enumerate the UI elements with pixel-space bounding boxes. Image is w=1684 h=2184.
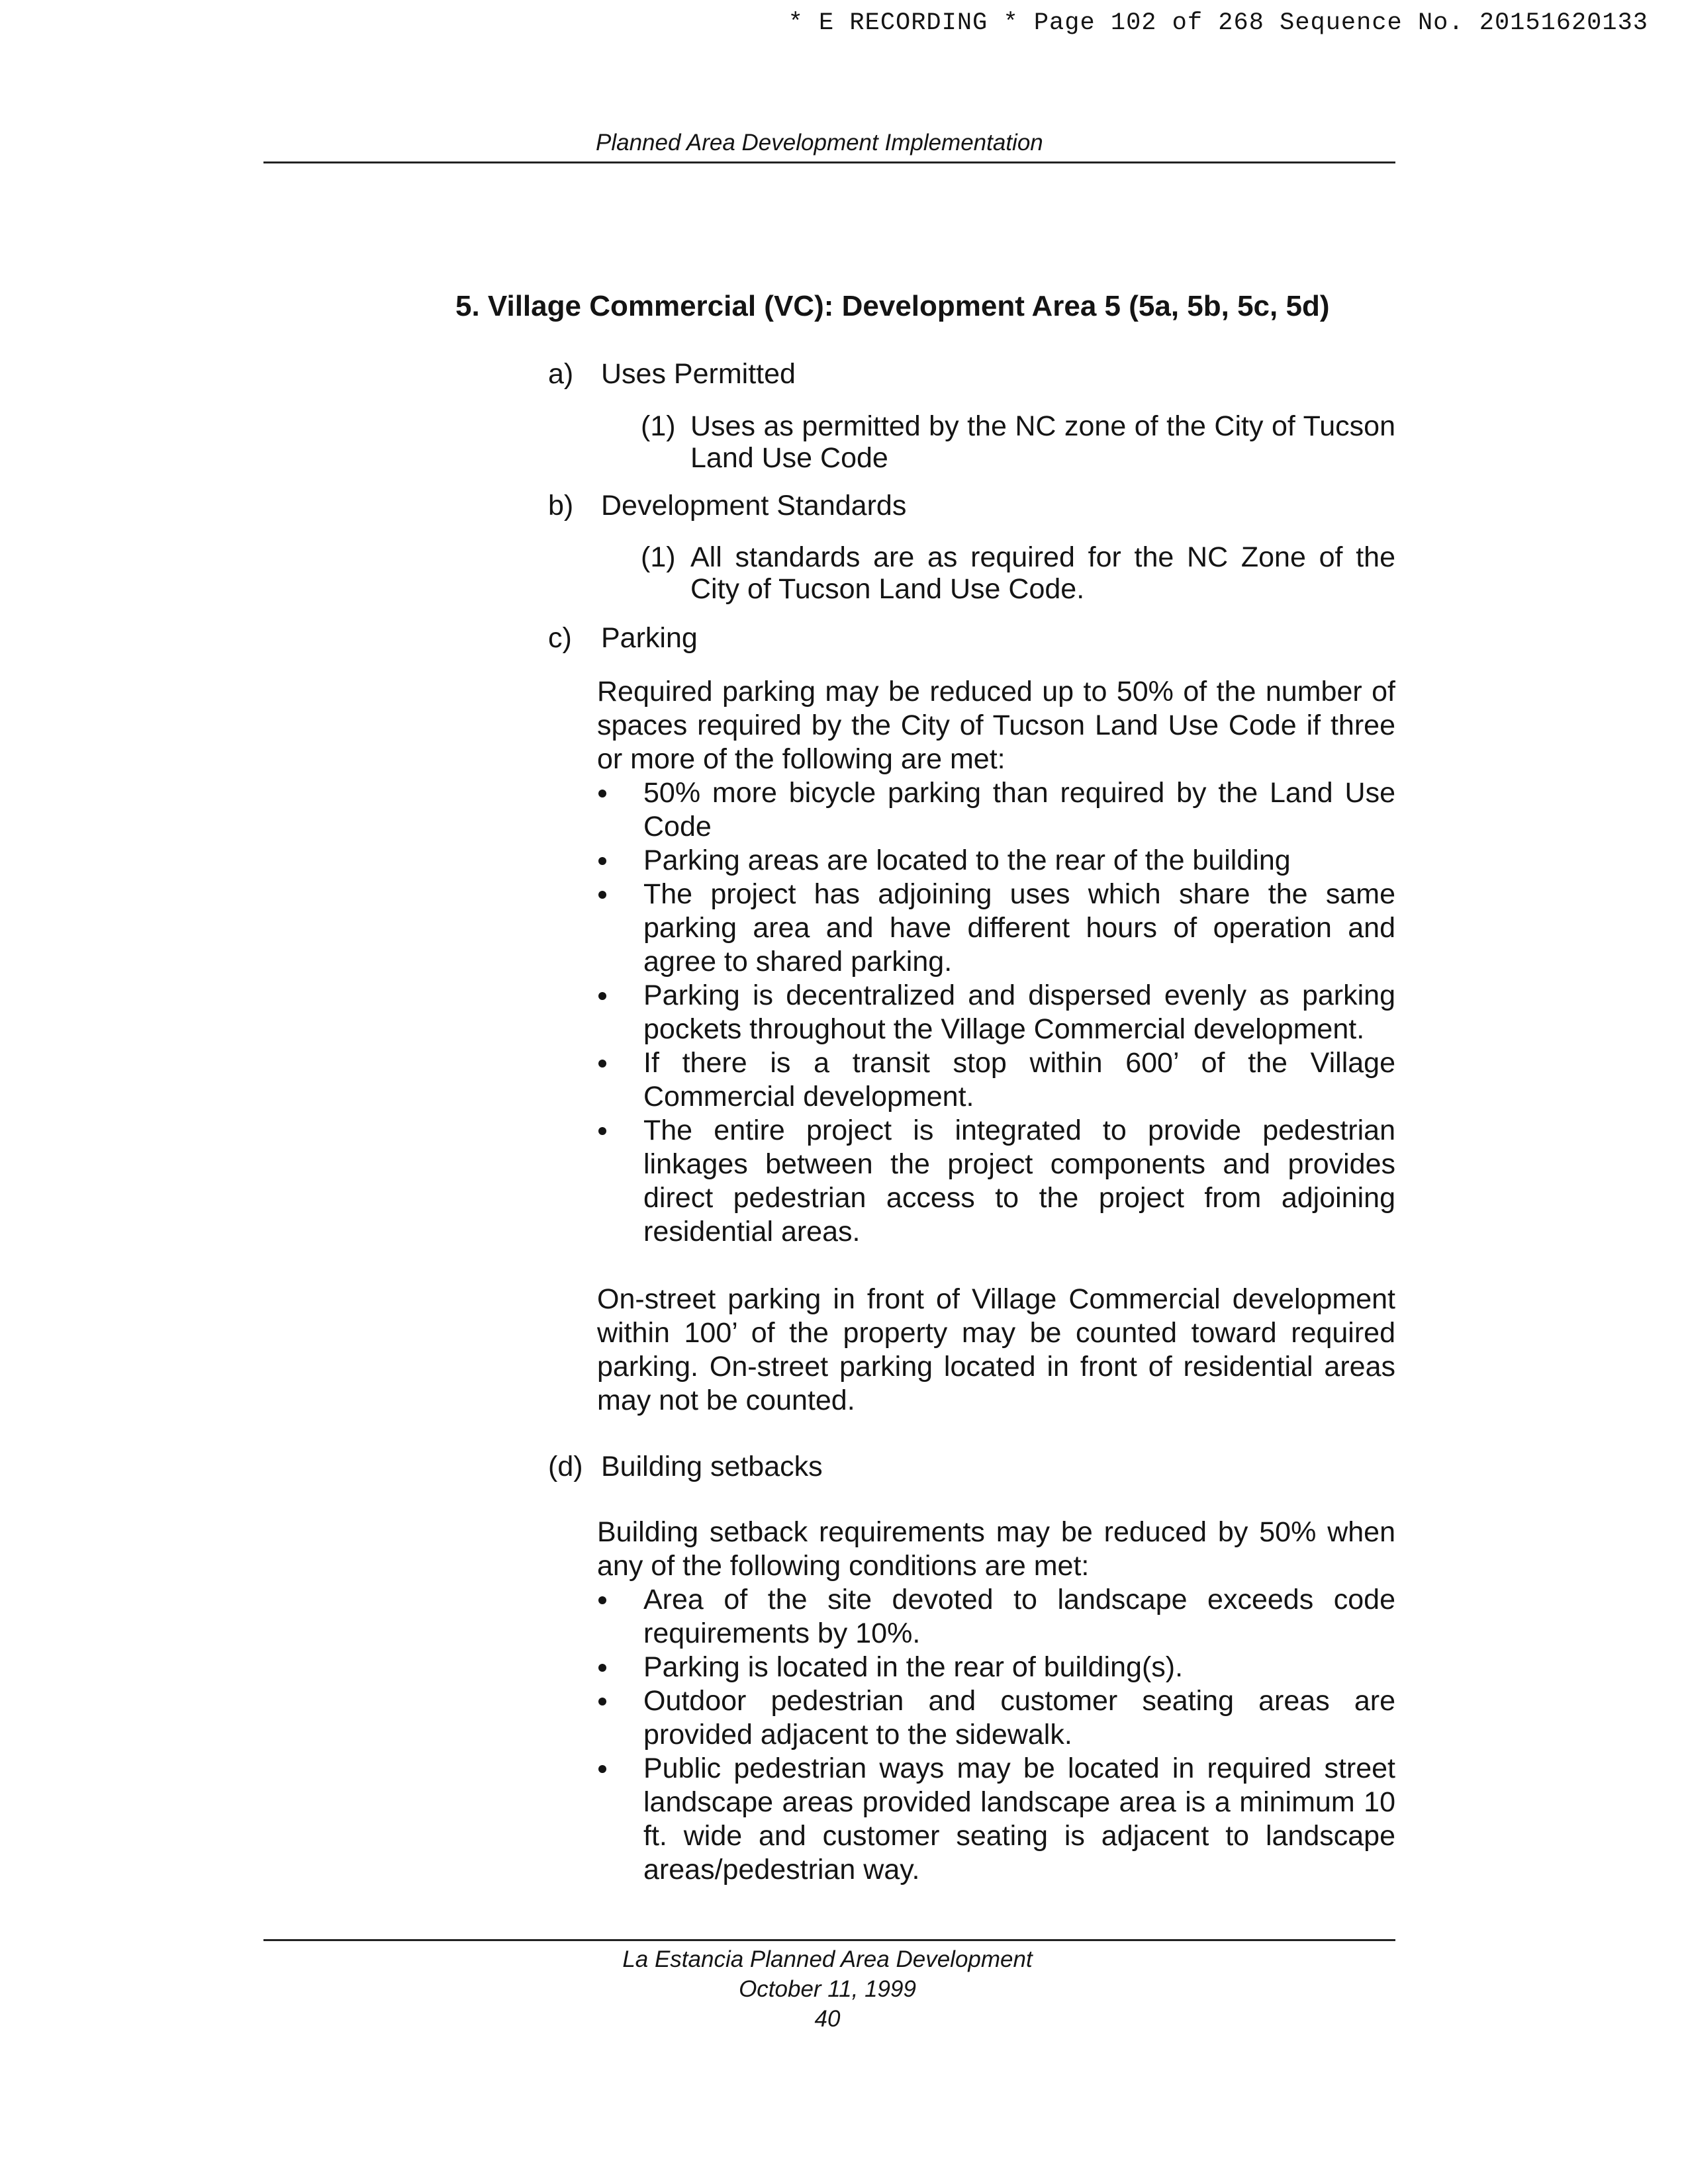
list-item: The entire project is integrated to provide pedestrian linkages between the project components and provides direct pedestrian access to the project from adjoining residential areas.	[597, 1114, 1395, 1249]
parking-criteria-list	[597, 776, 1395, 1249]
header-rule	[263, 161, 1395, 163]
development-standards-item	[641, 541, 1395, 605]
building-setbacks-label: (d)	[548, 1451, 583, 1482]
uses-permitted-item-number: (1)	[641, 410, 676, 442]
bullet-icon	[598, 1664, 606, 1672]
list-item: Parking areas are located to the rear of the building	[597, 844, 1395, 878]
development-standards-item-text: All standards are as required for the NC Zone of the City of Tucson Land Use Code.	[690, 541, 1395, 605]
building-setbacks-title: Building setbacks	[601, 1451, 823, 1482]
parking-title: Parking	[601, 622, 698, 654]
list-item: Outdoor pedestrian and customer seating areas are provided adjacent to the sidewalk.	[597, 1684, 1395, 1752]
bullet-icon	[598, 1060, 606, 1068]
list-item: 50% more bicycle parking than required by the Land Use Code	[597, 776, 1395, 844]
section-title: 5. Village Commercial (VC): Development Area 5 (5a, 5b, 5c, 5d)	[455, 290, 1330, 322]
footer-date: October 11, 1999	[739, 1976, 916, 2002]
bullet-icon	[598, 1127, 606, 1135]
footer-document-title: La Estancia Planned Area Development	[622, 1946, 1033, 1972]
parking-label: c)	[548, 622, 572, 654]
development-standards-item-number: (1)	[641, 541, 676, 573]
parking-heading	[548, 622, 698, 655]
footer-rule	[263, 1939, 1395, 1941]
page-header: Planned Area Development Implementation	[596, 130, 1043, 156]
list-item: If there is a transit stop within 600’ of the Village Commercial development.	[597, 1046, 1395, 1114]
bullet-icon	[598, 891, 606, 899]
bullet-icon	[598, 857, 606, 865]
page-number: 40	[814, 2006, 841, 2032]
list-item: Public pedestrian ways may be located in required street landscape areas provided landscape area is a minimum 10 ft. wide and customer seating is adjacent to landscape areas/pedestrian way.	[597, 1752, 1395, 1887]
bullet-icon	[598, 1698, 606, 1706]
uses-permitted-title: Uses Permitted	[601, 358, 796, 390]
building-setbacks-intro: Building setback requirements may be reduced by 50% when any of the following conditions are met:	[597, 1516, 1395, 1582]
uses-permitted-item-text: Uses as permitted by the NC zone of the City of Tucson Land Use Code	[690, 410, 1395, 474]
building-setbacks-heading	[548, 1451, 823, 1483]
setback-conditions-list	[597, 1583, 1395, 1887]
development-standards-heading	[548, 490, 906, 522]
list-item: Parking is located in the rear of building(s).	[597, 1651, 1395, 1684]
list-item: The project has adjoining uses which share the same parking area and have different hours of operation and agree to shared parking.	[597, 878, 1395, 979]
bullet-icon	[598, 1596, 606, 1604]
development-standards-title: Development Standards	[601, 490, 907, 522]
parking-intro: Required parking may be reduced up to 50% of the number of spaces required by the City of Tucson Land Use Code if three or more of the following are met:	[597, 676, 1395, 775]
recording-stamp: * E RECORDING * Page 102 of 268 Sequence No. 20151620133	[788, 9, 1648, 37]
uses-permitted-label: a)	[548, 358, 574, 390]
onstreet-parking-paragraph: On-street parking in front of Village Commercial development within 100’ of the property may be counted toward required parking. On-street parking located in front of residential areas may not be counted.	[597, 1283, 1395, 1416]
list-item: Area of the site devoted to landscape exceeds code requirements by 10%.	[597, 1583, 1395, 1651]
development-standards-label: b)	[548, 490, 574, 522]
bullet-icon	[598, 790, 606, 797]
list-item: Parking is decentralized and dispersed evenly as parking pockets throughout the Village Commercial development.	[597, 979, 1395, 1046]
page-footer	[596, 1944, 1059, 2034]
bullet-icon	[598, 992, 606, 1000]
uses-permitted-item	[641, 410, 1395, 474]
bullet-icon	[598, 1765, 606, 1773]
uses-permitted-heading	[548, 358, 796, 390]
